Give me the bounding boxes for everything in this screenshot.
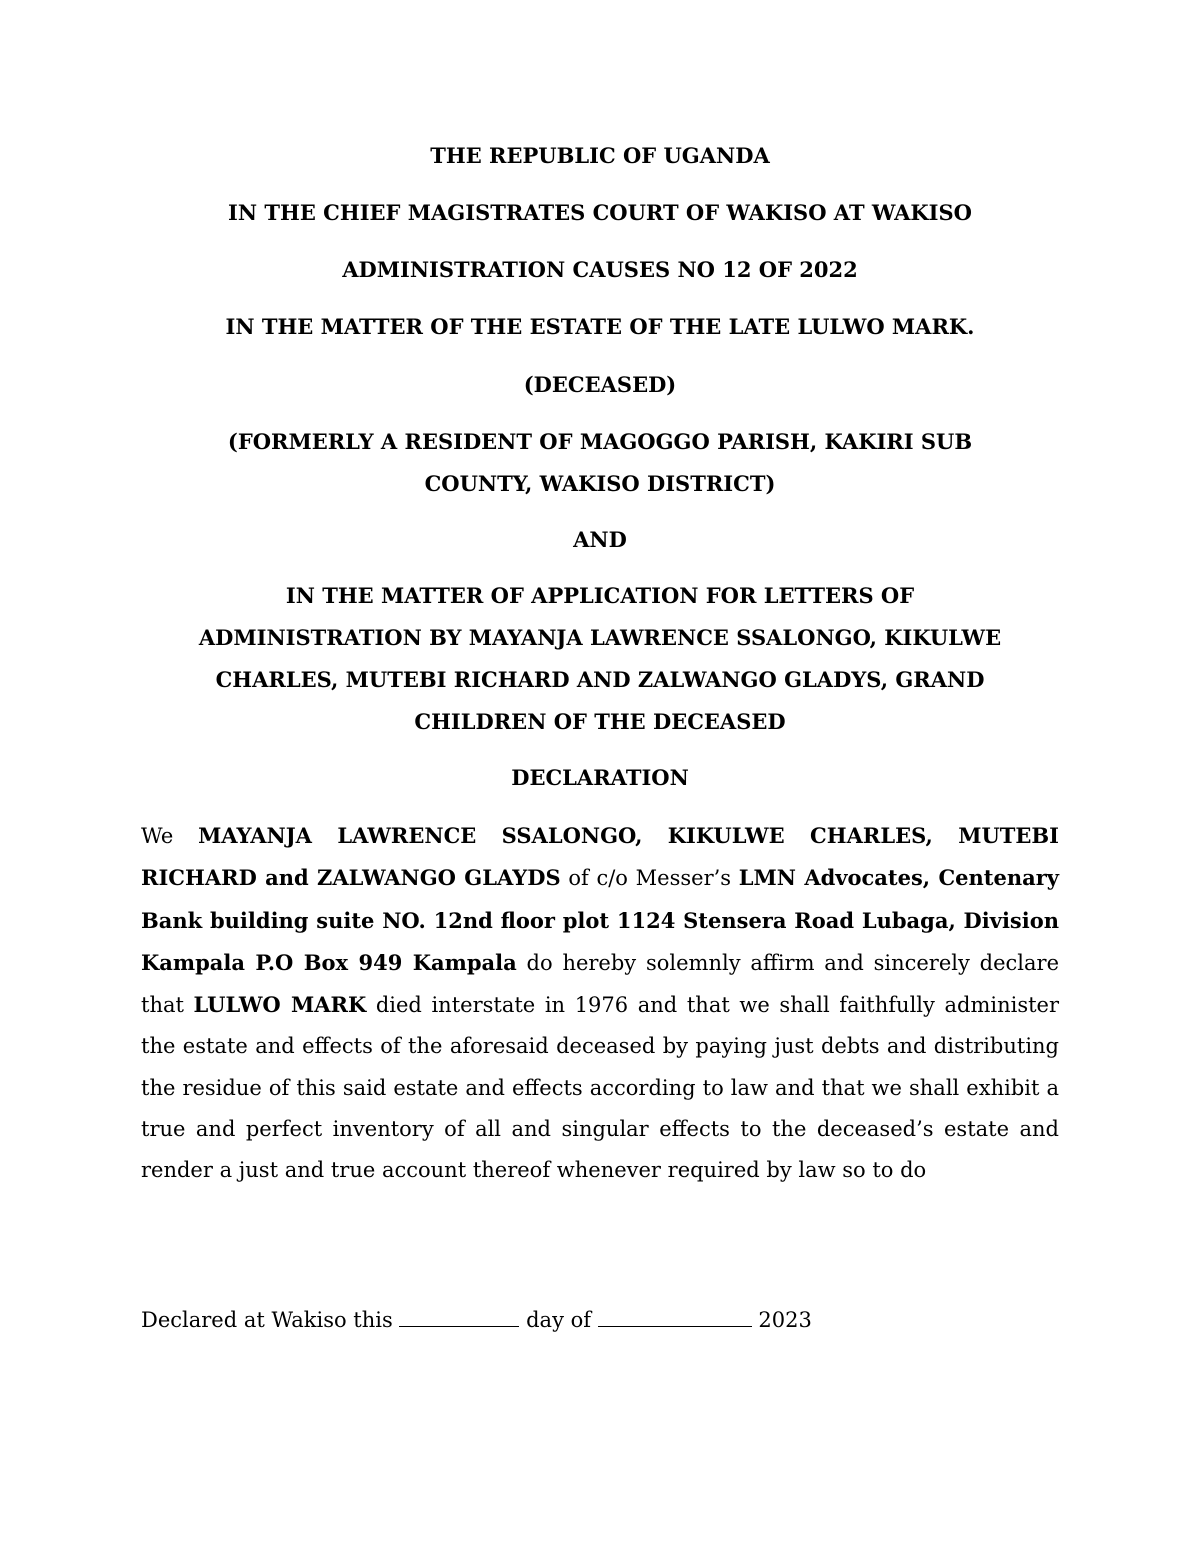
declarants-names: MAYANJA LAWRENCE SSALONGO, KIKULWE CHARLES, MUTEBI RICHARD and ZALWANGO GLAYDS [141, 823, 1059, 891]
deceased-name: LULWO MARK [193, 992, 367, 1018]
we-text: We [141, 824, 199, 848]
declaration-title: DECLARATION [511, 765, 689, 790]
estate-matter-heading: IN THE MATTER OF THE ESTATE OF THE LATE LULWO MARK. [225, 314, 975, 339]
month-blank-field[interactable] [598, 1308, 752, 1327]
republic-heading: THE REPUBLIC OF UGANDA [430, 143, 770, 168]
signature-date-line [141, 1304, 812, 1336]
application-heading-line3: CHARLES, MUTEBI RICHARD AND ZALWANGO GLADYS, GRAND [215, 667, 985, 692]
declared-at-text: Declared at Wakiso this [141, 1308, 400, 1332]
deceased-heading: (DECEASED) [523, 372, 677, 397]
application-heading-line1: IN THE MATTER OF APPLICATION FOR LETTERS OF [285, 583, 915, 608]
day-blank-field[interactable] [399, 1308, 519, 1327]
declaration-paragraph [141, 815, 1059, 1192]
day-of-text: day of [519, 1308, 598, 1332]
affirm-text: do hereby solemnly affirm and sincerely declare that [141, 950, 1059, 1018]
declaration-closing-text: died interstate in 1976 and that we shall faithfully administer the estate and effects of the aforesaid deceased by paying just debts and distributing the residue of this said estate and effects according to law and that we shall exhibit a true and perfect inventory of all and singular effects to the deceased’s estate and render a just and true account thereof whenever required by law so to do [141, 993, 1059, 1183]
cause-number-heading: ADMINISTRATION CAUSES NO 12 OF 2022 [342, 257, 858, 282]
court-heading: IN THE CHIEF MAGISTRATES COURT OF WAKISO AT WAKISO [228, 200, 972, 225]
application-heading-line2: ADMINISTRATION BY MAYANJA LAWRENCE SSALONGO, KIKULWE [198, 625, 1002, 650]
year-text: 2023 [751, 1308, 812, 1332]
application-heading-line4: CHILDREN OF THE DECEASED [414, 709, 786, 734]
residence-heading-line1: (FORMERLY A RESIDENT OF MAGOGGO PARISH, KAKIRI SUB [227, 429, 973, 454]
advocates-address: LMN Advocates, Centenary Bank building suite NO. 12nd floor plot 1124 Stensera Road Lubaga, Division Kampala P.O Box 949 Kampala [141, 865, 1060, 975]
care-of-text: of c/o Messer’s [560, 866, 739, 891]
residence-heading-line2: COUNTY, WAKISO DISTRICT) [424, 471, 776, 496]
and-heading: AND [573, 527, 627, 552]
